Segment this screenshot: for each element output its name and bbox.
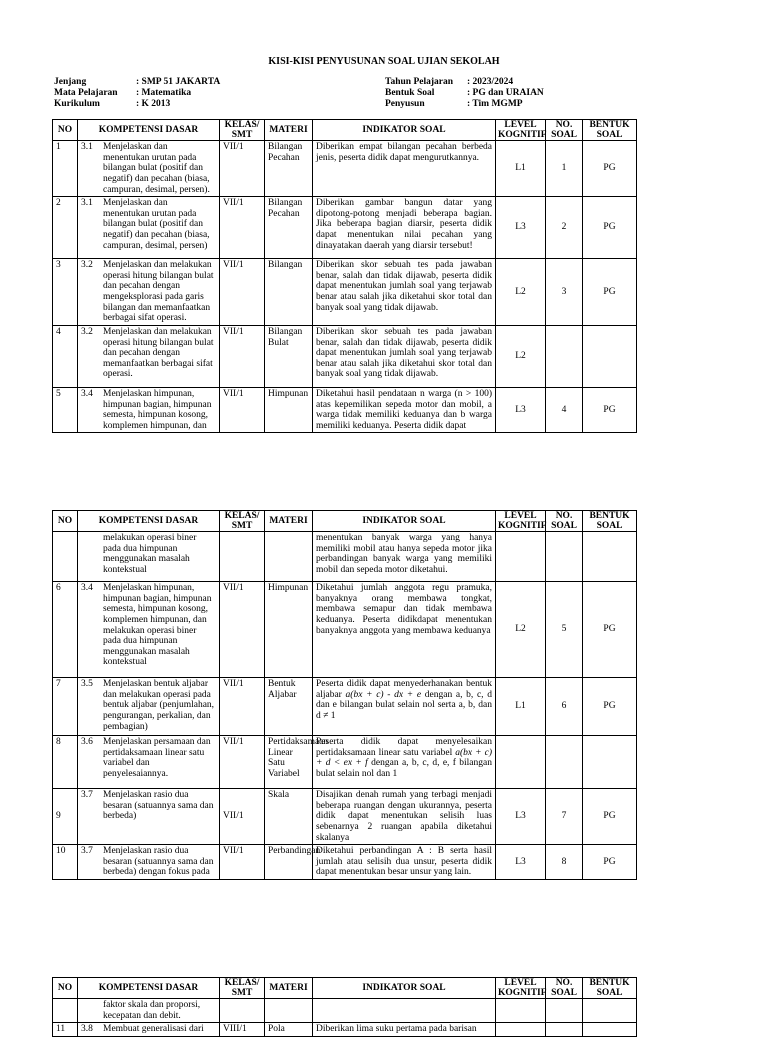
- table-header: [53, 511, 637, 532]
- cell-bentuk: [583, 736, 637, 789]
- kd-number: 3.8: [81, 1024, 93, 1035]
- cell-indikator: Diketahui perbandingan A : B serta hasil jumlah atau selisih dua unsur, peserta didik dapat menentukan besar unsur yang lain.: [313, 845, 496, 880]
- cell-indikator: [313, 678, 496, 736]
- cell-no: 11: [53, 1023, 78, 1037]
- cell-kelas: [220, 999, 265, 1023]
- meta-label: Mata Pelajaran: [54, 88, 118, 98]
- cell-kelas: VII/1: [220, 325, 265, 387]
- table-page-2: [52, 510, 637, 880]
- kd-number: [81, 1000, 103, 1021]
- cell-nosoal: 6: [546, 678, 583, 736]
- cell-nosoal: [546, 325, 583, 387]
- cell-level: L1: [496, 678, 546, 736]
- cell-bentuk: PG: [583, 141, 637, 197]
- indikator-text-after: dengan a, b, c, d, e, f bilangan bulat selain nol dan 1: [316, 758, 492, 779]
- kd-number: 3.2: [81, 260, 93, 271]
- cell-materi: Bilangan Pecahan: [265, 141, 313, 197]
- cell-bentuk: PG: [583, 678, 637, 736]
- cell-kelas: VII/1: [220, 259, 265, 326]
- table-row: [53, 387, 637, 433]
- header-materi: MATERI: [265, 120, 313, 141]
- header-bentuk: BENTUK SOAL: [583, 978, 637, 999]
- cell-level: [496, 736, 546, 789]
- header-no: NO: [53, 978, 78, 999]
- meta-label: Tahun Pelajaran: [385, 77, 454, 87]
- cell-bentuk: PG: [583, 259, 637, 326]
- meta-row-jenjang: [54, 77, 220, 88]
- cell-kd: [78, 197, 220, 259]
- table-header: [53, 120, 637, 141]
- meta-label: Penyusun: [385, 99, 425, 109]
- cell-indikator: Diberikan lima suku pertama pada barisan: [313, 1023, 496, 1037]
- header-indikator: INDIKATOR SOAL: [313, 978, 496, 999]
- cell-level: L3: [496, 387, 546, 433]
- meta-value: : 2023/2024: [467, 77, 514, 87]
- cell-kelas: VII/1: [220, 845, 265, 880]
- cell-indikator: Diberikan gambar bangun datar yang dipotong-potong menjadi beberapa bagian. Jika beberapa bagian diarsir, peserta didik dapat menentukan nilai pecahan yang dinayatakan daerah yang diarsir tersebut!: [313, 197, 496, 259]
- kd-number: 3.1: [81, 142, 93, 152]
- header-bentuk: BENTUK SOAL: [583, 120, 637, 141]
- meta-label: Jenjang: [54, 77, 87, 87]
- header-no: NO: [53, 120, 78, 141]
- meta-label: Bentuk Soal: [385, 88, 435, 98]
- cell-level: L2: [496, 582, 546, 678]
- cell-no: 9: [53, 789, 78, 845]
- header-level: LEVEL KOGNITIF: [496, 120, 546, 141]
- cell-materi: Pola: [265, 1023, 313, 1037]
- kd-number: 3.7: [81, 790, 93, 800]
- kd-number: 3.4: [81, 388, 93, 399]
- cell-nosoal: 2: [546, 197, 583, 259]
- header-level: LEVEL KOGNITIF: [496, 511, 546, 532]
- cell-level: L2: [496, 325, 546, 387]
- cell-level: [496, 1023, 546, 1037]
- indikator-text: Peserta didik dapat menyelesaikan pertidaksamaan linear satu variabel: [316, 737, 492, 758]
- kd-text: Menjelaskan persamaan dan pertidaksamaan linear satu variabel dan penyelesaiannya.: [103, 737, 211, 779]
- cell-nosoal: 5: [546, 582, 583, 678]
- table-page-1: [52, 119, 637, 433]
- kd-text: Menjelaskan himpunan, himpunan bagian, himpunan semesta, himpunan kosong, komplemen himpunan, dan melakukan operasi biner pada dua himpunan menggunakan masalah kontekstual: [103, 583, 212, 668]
- cell-no: 5: [53, 387, 78, 433]
- cell-kelas: VII/1: [220, 789, 265, 845]
- cell-bentuk: [583, 532, 637, 582]
- cell-kd: [78, 736, 220, 789]
- table-row: [53, 1023, 637, 1037]
- kd-text: Menjelaskan rasio dua besaran (satuannya sama dan berbeda) dengan fokus pada: [103, 846, 214, 878]
- indikator-text-after: dengan a, b, c, d dan e bilangan bulat selain nol serta a, b, dan d ≠ 1: [316, 689, 492, 721]
- table-row: [53, 678, 637, 736]
- cell-materi: Bilangan Pecahan: [265, 197, 313, 259]
- cell-bentuk: PG: [583, 197, 637, 259]
- cell-materi: Bilangan: [265, 259, 313, 326]
- cell-bentuk: [583, 1023, 637, 1037]
- cell-no: 10: [53, 845, 78, 880]
- cell-indikator: Diketahui jumlah anggota regu pramuka, banyaknya orang membawa tongkat, membawa semapur dan tidak membawa keduanya. Peserta didikdapat menentukan banyaknya anggota yang membawa keduanya: [313, 582, 496, 678]
- cell-kd: [78, 1023, 220, 1037]
- cell-nosoal: [546, 999, 583, 1023]
- cell-materi: Bentuk Aljabar: [265, 678, 313, 736]
- indikator-text: Peserta didik dapat menyederhanakan bentuk aljabar: [316, 679, 492, 700]
- kd-number: 3.2: [81, 326, 93, 337]
- table-row: [53, 197, 637, 259]
- cell-indikator: Diberikan skor sebuah tes pada jawaban benar, salah dan tidak dijawab, peserta didik dapat menentukan jumlah soal yang terjawab benar atau salah jika diketahui skor total dan banyak soal yang tidak dijawab.: [313, 325, 496, 387]
- cell-no: [53, 999, 78, 1023]
- cell-kd: [78, 678, 220, 736]
- meta-value: : PG dan URAIAN: [467, 88, 544, 98]
- cell-indikator: Diberikan skor sebuah tes pada jawaban benar, salah dan tidak dijawab, peserta didik dapat menentukan jumlah soal yang terjawab benar atau salah jika diketahui skor total dan banyak soal yang tidak dijawab.: [313, 259, 496, 326]
- kd-number: 3.6: [81, 737, 93, 747]
- cell-kelas: VIII/1: [220, 1023, 265, 1037]
- cell-no: 8: [53, 736, 78, 789]
- cell-kd: [78, 141, 220, 197]
- meta-value: : Tim MGMP: [467, 99, 523, 109]
- cell-materi: Himpunan: [265, 582, 313, 678]
- cell-bentuk: [583, 325, 637, 387]
- cell-bentuk: PG: [583, 582, 637, 678]
- cell-level: L3: [496, 845, 546, 880]
- header-no: NO: [53, 511, 78, 532]
- cell-kd: [78, 582, 220, 678]
- meta-row-bentuk: [385, 88, 544, 99]
- table-row: [53, 845, 637, 880]
- cell-bentuk: PG: [583, 387, 637, 433]
- cell-level: [496, 532, 546, 582]
- kd-text: Menjelaskan dan menentukan urutan pada bilangan bulat (positif dan negatif) dan pecahan (biasa, campuran, desimal, persen): [103, 198, 210, 251]
- cell-indikator: Diberikan empat bilangan pecahan berbeda jenis, peserta didik dapat mengurutkannya.: [313, 141, 496, 197]
- cell-materi: Skala: [265, 789, 313, 845]
- cell-materi: Bilangan Bulat: [265, 325, 313, 387]
- cell-materi: [265, 999, 313, 1023]
- cell-kd: [78, 259, 220, 326]
- kd-text: faktor skala dan proporsi, kecepatan dan debit.: [103, 1000, 201, 1021]
- cell-materi: [265, 532, 313, 582]
- table-row: [53, 582, 637, 678]
- cell-indikator: Disajikan denah rumah yang terbagi menjadi beberapa ruangan dengan ukurannya, peserta didik dapat menentukan selisih luas sebenarnya 2 ruangan apabila diketahui skalanya: [313, 789, 496, 845]
- document-title: KISI-KISI PENYUSUNAN SOAL UJIAN SEKOLAH: [268, 56, 500, 67]
- cell-bentuk: PG: [583, 789, 637, 845]
- table-header: [53, 978, 637, 999]
- meta-value: : SMP 51 JAKARTA: [136, 77, 221, 87]
- cell-kelas: VII/1: [220, 582, 265, 678]
- cell-kelas: VII/1: [220, 141, 265, 197]
- header-nosoal: NO. SOAL: [546, 120, 583, 141]
- kd-text: Menjelaskan dan melakukan operasi hitung bilangan bulat dan pecahan dengan memanfaatkan berbagai sifat operasi.: [103, 326, 214, 380]
- header-nosoal: NO. SOAL: [546, 511, 583, 532]
- header-nosoal: NO. SOAL: [546, 978, 583, 999]
- kd-text: Menjelaskan himpunan, himpunan bagian, himpunan semesta, himpunan kosong, komplemen himpunan, dan: [103, 388, 212, 431]
- cell-kelas: VII/1: [220, 387, 265, 433]
- kd-text: Menjelaskan dan melakukan operasi hitung bilangan bulat dan pecahan dengan mengeksplorasi pada garis bilangan dan memanfaatkan berbagai sifat operasi.: [103, 260, 214, 324]
- cell-indikator: Diketahui hasil pendataan n warga (n > 100) atas kepemilikan sepeda motor dan mobil, a warga tidak memiliki keduanya dan b warga memiliki keduanya. Peserta didik dapat: [313, 387, 496, 433]
- meta-value: : K 2013: [136, 99, 171, 109]
- cell-level: L3: [496, 789, 546, 845]
- table-page-3: [52, 977, 637, 1037]
- cell-no: 6: [53, 582, 78, 678]
- cell-nosoal: 7: [546, 789, 583, 845]
- meta-label: Kurikulum: [54, 99, 100, 109]
- cell-indikator: [313, 736, 496, 789]
- cell-materi: Perbandingan: [265, 845, 313, 880]
- meta-row-mapel: [54, 88, 220, 99]
- cell-level: [496, 999, 546, 1023]
- cell-nosoal: 8: [546, 845, 583, 880]
- meta-left: [54, 77, 220, 110]
- table-row: [53, 259, 637, 326]
- cell-no: 3: [53, 259, 78, 326]
- header-kd: KOMPETENSI DASAR: [78, 120, 220, 141]
- cell-kd: [78, 325, 220, 387]
- header-kd: KOMPETENSI DASAR: [78, 978, 220, 999]
- math-expression: a(bx + c) - dx + e: [345, 689, 422, 700]
- kd-text: melakukan operasi biner pada dua himpunan menggunakan masalah kontekstual: [103, 533, 197, 575]
- header-materi: MATERI: [265, 511, 313, 532]
- table-row: [53, 736, 637, 789]
- table-row: [53, 532, 637, 582]
- math-expression: a(bx + c) + d < ex + f: [316, 747, 492, 769]
- kd-number: 3.7: [81, 846, 93, 857]
- header-level: LEVEL KOGNITIF: [496, 978, 546, 999]
- cell-level: L1: [496, 141, 546, 197]
- meta-row-penyusun: [385, 99, 544, 110]
- kd-text: Menjelaskan bentuk aljabar dan melakukan operasi pada bentuk aljabar (penjumlahan, pengurangan, perkalian, dan pembagian): [103, 679, 215, 732]
- cell-indikator: menentukan banyak warga yang hanya memiliki mobil atau hanya sepeda motor jika perbandingan banyak warga yang memiliki mobil dan sepeda motor diketahui.: [313, 532, 496, 582]
- table-row: [53, 789, 637, 845]
- kd-number: 3.4: [81, 583, 93, 593]
- cell-nosoal: 1: [546, 141, 583, 197]
- header-kelas: KELAS/ SMT: [220, 978, 265, 999]
- cell-no: 1: [53, 141, 78, 197]
- cell-nosoal: [546, 532, 583, 582]
- header-kd: KOMPETENSI DASAR: [78, 511, 220, 532]
- cell-nosoal: 3: [546, 259, 583, 326]
- cell-materi: Pertidaksamaan Linear Satu Variabel: [265, 736, 313, 789]
- header-kelas: KELAS/ SMT: [220, 120, 265, 141]
- cell-nosoal: [546, 1023, 583, 1037]
- header-indikator: INDIKATOR SOAL: [313, 511, 496, 532]
- cell-no: 2: [53, 197, 78, 259]
- cell-nosoal: [546, 736, 583, 789]
- cell-nosoal: 4: [546, 387, 583, 433]
- kd-text: Membuat generalisasi dari: [103, 1024, 204, 1035]
- cell-kd: [78, 999, 220, 1023]
- kd-number: 3.5: [81, 679, 93, 689]
- cell-no: 7: [53, 678, 78, 736]
- cell-kd: [78, 789, 220, 845]
- cell-bentuk: PG: [583, 845, 637, 880]
- cell-no: [53, 532, 78, 582]
- table-row: [53, 141, 637, 197]
- cell-bentuk: [583, 999, 637, 1023]
- cell-kd: [78, 532, 220, 582]
- cell-no: 4: [53, 325, 78, 387]
- table-row: [53, 325, 637, 387]
- meta-right: [385, 77, 544, 110]
- cell-kd: [78, 387, 220, 433]
- table-row: [53, 999, 637, 1023]
- cell-kelas: VII/1: [220, 736, 265, 789]
- meta-row-kurikulum: [54, 99, 220, 110]
- cell-kd: [78, 845, 220, 880]
- meta-value: : Matematika: [136, 88, 192, 98]
- cell-level: L3: [496, 197, 546, 259]
- cell-indikator: [313, 999, 496, 1023]
- meta-row-tahun: [385, 77, 544, 88]
- cell-level: L2: [496, 259, 546, 326]
- kd-text: Menjelaskan rasio dua besaran (satuannya sama dan berbeda): [103, 790, 214, 822]
- cell-kelas: VII/1: [220, 197, 265, 259]
- header-bentuk: BENTUK SOAL: [583, 511, 637, 532]
- kd-text: Menjelaskan dan menentukan urutan pada bilangan bulat (positif dan negatif) dan pecahan (biasa, campuran, desimal, persen).: [103, 142, 210, 195]
- header-indikator: INDIKATOR SOAL: [313, 120, 496, 141]
- header-kelas: KELAS/ SMT: [220, 511, 265, 532]
- cell-kelas: [220, 532, 265, 582]
- cell-kelas: VII/1: [220, 678, 265, 736]
- header-materi: MATERI: [265, 978, 313, 999]
- kd-number: [81, 533, 103, 576]
- cell-materi: Himpunan: [265, 387, 313, 433]
- kd-number: 3.1: [81, 198, 93, 209]
